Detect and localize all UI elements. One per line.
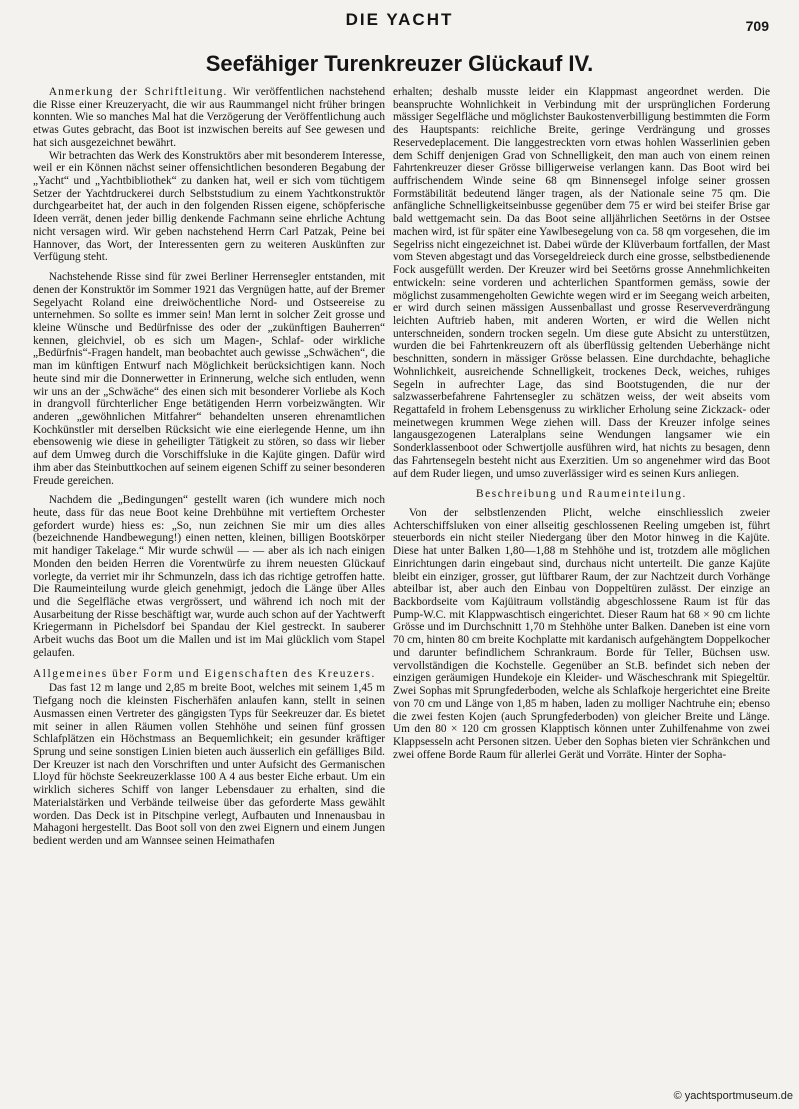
editor-note-paragraph: Wir betrachten das Werk des Konstruktörs aber mit besonderem Interesse, weil er ein Können nächst seiner offensichtlichen besonderen Begabung der „Yacht“ und „Yachtbibliothek“ zu danken hat, weil er sich vom tüchtigem Setzer der Yachtdruckerei durch Selbststudium zu einem Yachtkonstruktör durchgearbeitet hat, der auch in den folgenden Rissen eigene, schöpferische Ideen verrät, denen jeder billig denkende Fachmann seine ehrliche Achtung nicht versagen wird. Wir geben nachstehend Herrn Carl Patzak, Peine bei Hannover, das Wort, der Interessenten gern zu weiteren Auskünften zur Verfügung steht. (33, 149, 385, 264)
page-number: 709 (745, 18, 769, 34)
article-paragraph: Nachdem die „Bedingungen“ gestellt waren (ich wundere mich noch heute, dass für das neue Boot keine Drehbühne mit vertieftem Orchester gefordert wurde) hiess es: „So, nun zeichnen Sie mir um dies alles (bezeichnende Handbewegung!) einen netten, kleinen, billigen Bootskörper mit handiger Takelage.“ Mir wurde schwül — — aber als ich nach einigen Monden den beiden Herren die Vorentwürfe zu ihrem neuesten Glückauf vorlegte, da verriet mir ihr Schmunzeln, dass ich das richtige getroffen hatte. Die Raumeinteilung wurde gleich genehmigt, jedoch die Länge über Alles und die Segelfläche etwas vergrössert, und während ich noch mit der Ausarbeitung der Risse beschäftigt war, wurde auch schon auf der Yachtwerft Kriegermann in Pichelsdorf bei Spandau der Kiel gestreckt. In sauberer Arbeit wuchs das Boot um die Mallen und ist im Mai glücklich vom Stapel gelaufen. (33, 494, 385, 659)
left-column (33, 86, 385, 1079)
right-column (393, 86, 770, 1079)
editor-note-lead: Anmerkung der Schriftleitung. (48, 86, 228, 98)
article-paragraph: Von der selbstlenzenden Plicht, welche einschliesslich zweier Achterschiffsluken von einer allseitig geschlossenen Reeling umgeben ist, führt steuerbords ein nicht steiler Niedergang über den Motor hinweg in die Kajüte. Diese hat unter Balken 1,80—1,88 m Stehhöhe und ist, trotzdem alle möglichen Einrichtungen darin eingebaut sind, durchaus nicht unterteilt. Die ganze Kajüte bleibt ein einziger, grosser, gut lüftbarer Raum, der zur Nachtzeit durch Vorhänge abteilbar ist, aber auch den Einbau von Doppeltüren zulässt. Der einzige an Backbordseite vom Kajüitraum vollständig abgeschlossene Raum ist für das Pump-W.C. mit Klappwaschtisch eingerichtet. Dieser Raum hat 68 × 90 cm lichte Grösse und im Durchschnitt 1,70 m Stehhöhe unter Balken. Daneben ist eine vorn 70 cm, hinten 80 cm breite Kochplatte mit kardanisch aufgehängtem Doppelkocher und darunter befindlichem Schrankraum. Borde für Teller, Büchsen usw. vervollständigen die Kochstelle. Gegenüber an St.B. befindet sich neben der einzigen geräumigen Hundekoje ein Kleider- und Wäscheschrank mit Spiegeltür. Zwei Sophas mit Sprungfederboden, welche als Schlafkoje hergerichtet eine Breite von 70 cm und Länge von 1,85 m haben, laden zu molliger Nachtruhe ein; ebenso die zwei festen Kojen (auch Sprungfederboden) von gleicher Breite und Länge. Um den 80 × 120 cm grossen Klapptisch können unter Zuhilfenahme von zwei Klappsesseln acht Personen sitzen. Ueber den Sophas bieten vier Schränkchen und zwei offene Borde Raum für allerlei Gerät und Vorräte. Hinter der Sopha- (393, 507, 770, 761)
editor-note (33, 86, 385, 150)
article-paragraph: Nachstehende Risse sind für zwei Berliner Herrensegler entstanden, mit denen der Konstruktör im Sommer 1921 das Vergnügen hatte, auf der Bremer Segelyacht Roland eine dreiwöchentliche Nord- und Ostseereise zu unternehmen. So sollte es immer sein! Man lernt in solcher Zeit grosse und kleine Wünsche und Bedürfnisse des oder der „zukünftigen Bauherren“ kennen, gleichviel, ob es sich um Magen-, Schlaf- oder wirkliche „Bedürfnis“-Fragen handelt, man beobachtet auch gewisse „Schwächen“, die man im künftigen Entwurf nach Möglichkeit berücksichtigen kann. Noch heute sind mir die Donnerwetter in Erinnerung, welche sich entluden, wenn wir uns an der „Schwäche“ des einen sich mit besonderer Vorliebe als Koch in drangvoll fürchterlicher Enge betätigenden Herrn vorbeizwängten. Wir anderen „gewöhnlichen Mitfahrer“ behandelten unseren ehrenamtlichen Kochkünstler mit derselben Rücksicht wie eine eierlegende Henne, um ihn ebensowenig wie diese in geheiligter Tätigkeit zu stören, so dass wir lieber auf dem Umweg durch die Vorschiffsluke in die Kajüte gingen. Dafür wird ihm aber das Steinbuttkochen auf seinem eigenen Schiff zu seiner besonderen Freude gereichen. (33, 271, 385, 487)
article-paragraph: Das fast 12 m lange und 2,85 m breite Boot, welches mit seinem 1,45 m Tiefgang noch die kleinsten Fischerhäfen anlaufen kann, stellt in seinen Ausmassen einen Vertreter des gängigsten Typs für Seekreuzer dar. Es bietet mit seiner in allen Räumen vollen Stehhöhe und seinen fünf grossen Schlafplätzen ein Höchstmass an Bequemlichkeit; ein gesunder kräftiger Sprung und seine sonstigen Linien bieten auch äusserlich ein gefälliges Bild. Der Kreuzer ist nach den Vorschriften und unter Aufsicht des Germanischen Lloyd für höchste Seekreuzerklasse 100 A 4 aus bester Eiche erbaut. Um ein wirklich sicheres Schiff von langer Lebensdauer zu erhalten, sind die Materialstärken und Verbände teilweise über das geforderte Mass gewählt worden. Das Deck ist in Pitschpine verlegt, Aufbauten und Innenausbau in Mahagoni hergestellt. Das Boot soll von den zwei Eignern und einem Jungen bedient werden und am Wannsee seinen Heimathafen (33, 682, 385, 847)
article-title: Seefähiger Turenkreuzer Glückauf IV. (205, 51, 594, 76)
section-heading: Beschreibung und Raumeinteilung. (476, 488, 687, 501)
watermark: © yachtsportmuseum.de (673, 1090, 793, 1102)
magazine-masthead: DIE YACHT (345, 10, 454, 29)
article-paragraph: erhalten; deshalb musste leider ein Klappmast angeordnet werden. Die beanspruchte Wohnlichkeit in Verbindung mit der ursprünglichen Forderung mässiger Segelfläche und möglichster Baukostenverbilligung bestimmten die Form des Hauptspants: reichliche Breite, geringe Verdrängung und grosses Reservedeplacement. Die langgestreckten vorn etwas hohlen Wasserlinien geben dem Schiff denjenigen Grad von Schnelligkeit, den man auch von einem reinen Fahrtenkreuzer dieser Grösse billigerweise verlangen kann. Das Boot wird bei auffrischendem Winde seine 68 qm Binnensegel infolge seiner grossen Formstäbilität bedeutend länger tragen, als der Nationale seine 75 qm. Die anfängliche Schnelligkeitseinbusse gegenüber dem 75 er wird bei steifer Brise gar bald wettgemacht sein. Da das Boot seine alljährlichen Seetörns in der Ostsee machen wird, ist für später eine Yawlbesegelung von ca. 58 qm vorgesehen, die im Segelriss nicht eingezeichnet ist. Dabei würde der Klüverbaum fortfallen, der Mast vom Steven abgestagt und das Vorsegeldreieck durch eine grosse, selbstbedienende Fock ausgefüllt werden. Der Kreuzer wird bei Seetörns grosse Annehmlichkeiten entwickeln: seine vorderen und achterlichen Spantformen gemäss, sowie der möglichst zusammengeholten Gewichte wegen wird er im Seegang weich arbeiten, er wird durch seinen mässigen Aussenballast und grosse Reserveverdrängung leichten Auftrieb haben, mit anderen Worten, er wird die Wellen nicht unterschneiden, sondern trocken segeln. Um diese gute Absicht zu unterstützen, wurden die bei Fahrtenkreuzern oft als überflüssig geltenden Ueberhänge nicht beschnitten, sondern in mässiger Grösse belassen. Eine durchdachte, behagliche Wohnlichkeit, ausreichende Schnelligkeit, trockenes Deck, weiches, ruhiges Segeln in aufrechter Lage, das sind Bootstugenden, die nur der salzwasserbefahrene Fahrtensegler zu schätzen weiss, der weit abseits vom Regattafeld in frohem Lebensgenuss zu wirklicher Erholung seine Zickzack- oder meinetwegen krummen Wege ziehen will. Dass der Kreuzer infolge seines langausgezogenen Lateralplans seine Wendungen langsamer wie ein Sonderklassenboot oder Schwertjolle ausführen wird, hat nichts zu besagen, denn das Fahrtensegeln besteht nicht aus Exerzitien. Um so angenehmer wird das Boot auf dem Ruder liegen, und umso zuverlässiger wird es seinen Kurs anliegen. (393, 86, 770, 480)
editor-note-text: Wir veröffentlichen nachstehend die Risse einer Kreuzeryacht, die wir aus Raummangel nicht früher bringen konnten. Wie so manches Mal hat die Verzögerung der Veröffentlichung auch etwas Gutes gebracht, das Boot ist inzwischen bereits auf See gewesen und hat sich ausgezeichnet bewährt. (33, 86, 385, 149)
section-heading: Allgemeines über Form und Eigenschaften des Kreuzers. (33, 667, 376, 680)
